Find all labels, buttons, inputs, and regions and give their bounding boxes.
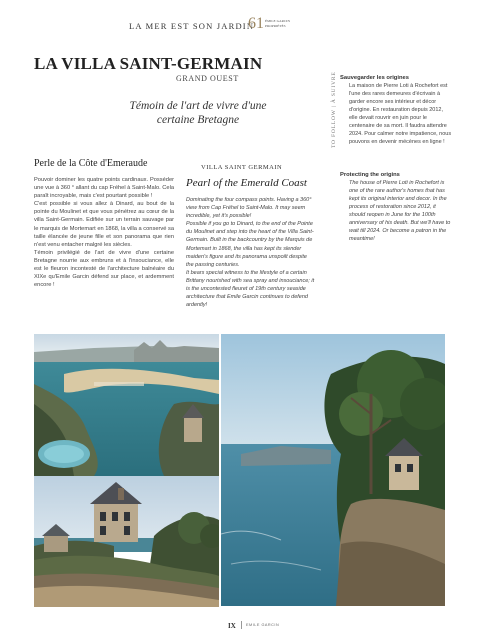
footer-brand: EMILE GARCIN: [246, 623, 280, 627]
fr-column-heading: Perle de la Côte d'Emeraude: [34, 158, 148, 169]
sidebar-en: [340, 172, 452, 243]
logo-line-2: PROPRIÉTÉS: [265, 23, 286, 28]
section-title: LA MER EST SON JARDIN: [129, 21, 255, 31]
article-tagline: Témoin de l'art de vivre d'une certaine Bretagne: [129, 100, 267, 126]
logo-line-1: ÉMILE GARCIN: [265, 19, 290, 23]
footer-divider: [241, 621, 242, 629]
coast-photo: [221, 334, 445, 606]
villa-photo: [34, 476, 219, 607]
en-paragraph-3: It bears special witness to the lifestyle of a certain Brittany nourished with sea spray and insouciance; it is the uncontested fleuret of 19th century seaside architecture that Emile Garcin continues to defend ardently!: [186, 269, 315, 309]
sidebar-fr: [340, 75, 452, 146]
logo-text: [265, 19, 290, 28]
fr-paragraph-2: C'est possible si vous allez à Dinard, au bout de la pointe du Moulinet et que vous pénétrez au cœur de la villa Saint-Germain. Edifiée sur un terrain sauvage par le marquis de Mortemart en 1868, la villa a conservé sa taille élancée de jeune fille et son panorama que rien n'est venu entacher malgré les siècles.: [34, 201, 174, 248]
fr-column-text: [34, 176, 174, 289]
to-follow-label: TO FOLLOW | À SUIVRE: [331, 71, 337, 148]
logo-number: 61: [248, 15, 264, 32]
en-column-label: VILLA SAINT GERMAIN: [201, 164, 283, 171]
sidebar-fr-text: La maison de Pierre Loti à Rochefort est l'une des rares demeures d'écrivain à garder encore ses intérieur et décor d'origine. En restauration depuis 2012, elle devait rouvrir en juin pour le centenaire de sa mort. Il faudra attendre 2024. Pour calmer notre impatience, nous pouvons en devenir mécènes en ligne !: [349, 83, 452, 145]
page-number: IX: [228, 622, 236, 630]
article-subtitle: GRAND OUEST: [176, 74, 239, 83]
article-title: LA VILLA SAINT-GERMAIN: [34, 54, 263, 73]
brand-logo: [248, 16, 290, 32]
sidebar-en-heading: Protecting the origins: [340, 172, 400, 178]
en-paragraph-2: Possible if you go to Dinard, to the end of the Pointe du Moulinet and step into the heart of the Villa Saint-Germain. Built in the backcountry by the Marquis de Mortemart in 1868, the villa has kept its slender maiden's figure and its panorama unspoilt despite the passing centuries.: [186, 221, 314, 268]
fr-paragraph-3: Témoin privilégié de l'art de vivre d'une certaine Bretagne nourrie aux embruns et à l'insouciance, elle est le fleuron incontesté de l'architecture balnéaire du XIXe qu'Emile Garcin défend sur place, et ardemment encore !: [34, 249, 174, 289]
bay-photo: [34, 334, 219, 476]
en-paragraph-1: Dominating the four compass points. Having a 360° view from Cap Fréhel to Saint-Malo. It may seem incredible, yet it's possible!: [186, 197, 312, 220]
en-column-heading: Pearl of the Emerald Coast: [186, 177, 307, 189]
en-column-text: [186, 196, 316, 309]
sidebar-en-text: The house of Pierre Loti in Rochefort is one of the rare author's homes that has kept its original interior and decor. In the process of restoration since 2012, it should reopen in June for the 100th anniversary of his death. But we'll have to wait till 2024. Or become a patron in the meantime!: [349, 180, 451, 242]
fr-paragraph-1: Pouvoir dominer les quatre points cardinaux. Posséder une vue à 360 ° allant du cap Fréhel à Saint-Malo. Cela paraît incroyable, mais c'est pourtant possible !: [34, 177, 174, 200]
sidebar-fr-heading: Sauvegarder les origines: [340, 75, 409, 81]
